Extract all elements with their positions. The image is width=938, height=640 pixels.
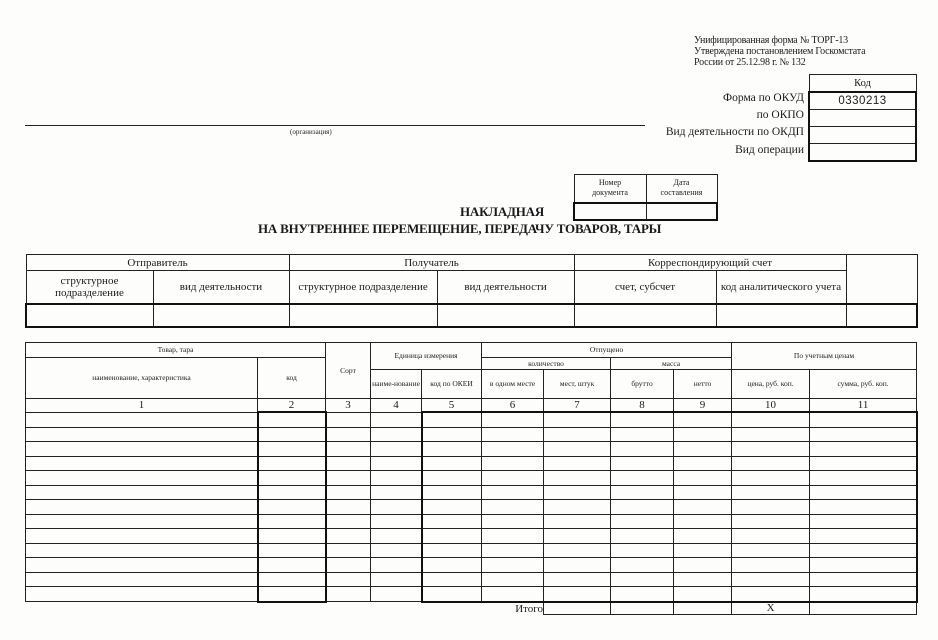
document-date-header <box>646 175 717 203</box>
qty-places-cell[interactable] <box>544 471 611 486</box>
column-numbers-row <box>26 399 917 413</box>
mass-gross-cell[interactable] <box>611 514 674 529</box>
item-code-cell[interactable] <box>258 543 326 558</box>
column-number: 1 <box>26 399 258 413</box>
table-row <box>26 471 917 486</box>
total-gross-field[interactable] <box>611 602 674 615</box>
item-name-cell[interactable] <box>26 412 258 427</box>
sum-cell[interactable] <box>810 471 917 486</box>
item-name-cell[interactable] <box>26 529 258 544</box>
qty-places-cell[interactable] <box>544 442 611 457</box>
item-name-cell[interactable] <box>26 442 258 457</box>
approval-date-text: России от 25.12.98 г. № 132 <box>694 57 806 68</box>
item-grade-cell[interactable] <box>326 500 371 515</box>
item-code-cell[interactable] <box>258 412 326 427</box>
accounting-prices-header: По учетным ценам <box>732 343 917 370</box>
item-grade-cell[interactable] <box>326 412 371 427</box>
price-cell[interactable] <box>732 456 810 471</box>
table-row <box>26 427 917 442</box>
total-net-field[interactable] <box>674 602 732 615</box>
goods-table <box>25 342 918 615</box>
unit-okei-cell[interactable] <box>422 442 482 457</box>
analytic-code-header: код аналитического учета <box>716 271 846 304</box>
document-date-field[interactable] <box>646 203 717 220</box>
qty-places-cell[interactable] <box>544 572 611 587</box>
qty-one-place-cell[interactable] <box>482 500 544 515</box>
sender-header: Отправитель <box>26 255 289 271</box>
item-name-cell[interactable] <box>26 558 258 573</box>
qty-places-cell[interactable] <box>544 456 611 471</box>
sender-activity-header: вид деятельности <box>153 271 289 304</box>
sender-division-field[interactable] <box>26 304 153 327</box>
unit-okei-cell[interactable] <box>422 514 482 529</box>
mass-net-cell[interactable] <box>674 471 732 486</box>
qty-one-place-cell[interactable] <box>482 514 544 529</box>
receiver-activity-field[interactable] <box>437 304 574 327</box>
price-cell[interactable] <box>732 572 810 587</box>
table-row <box>26 543 917 558</box>
sum-cell[interactable] <box>810 572 917 587</box>
unit-name-cell[interactable] <box>371 412 422 427</box>
net-header: нетто <box>674 370 732 399</box>
table-row <box>26 442 917 457</box>
column-number: 7 <box>544 399 611 413</box>
qty-one-place-cell[interactable] <box>482 572 544 587</box>
qty-one-place-cell[interactable] <box>482 427 544 442</box>
item-grade-cell[interactable] <box>326 529 371 544</box>
unit-okei-cell[interactable] <box>422 471 482 486</box>
sum-header: сумма, руб. коп. <box>810 370 917 399</box>
qty-one-place-cell[interactable] <box>482 587 544 602</box>
mass-net-cell[interactable] <box>674 500 732 515</box>
unit-name-cell[interactable] <box>371 500 422 515</box>
item-code-cell[interactable] <box>258 572 326 587</box>
receiver-header: Получатель <box>289 255 574 271</box>
grade-header: Сорт <box>326 343 371 399</box>
form-number-text: Унифицированная форма № ТОРГ-13 <box>694 35 848 46</box>
corr-account-header: Корреспондирующий счет <box>574 255 846 271</box>
unit-okei-cell[interactable] <box>422 456 482 471</box>
column-number: 3 <box>326 399 371 413</box>
document-subtitle: НА ВНУТРЕННЕЕ ПЕРЕМЕЩЕНИЕ, ПЕРЕДАЧУ ТОВАРОВ, ТАРЫ <box>258 221 662 236</box>
item-code-cell[interactable] <box>258 500 326 515</box>
item-name-cell[interactable] <box>26 456 258 471</box>
table-row <box>26 572 917 587</box>
price-cell[interactable] <box>732 514 810 529</box>
qty-one-place-cell[interactable] <box>482 456 544 471</box>
column-number: 4 <box>371 399 422 413</box>
qty-one-place-cell[interactable] <box>482 558 544 573</box>
item-name-cell[interactable] <box>26 471 258 486</box>
unit-okei-cell[interactable] <box>422 572 482 587</box>
price-header: цена, руб. коп. <box>732 370 810 399</box>
name-header: наименование, характеристика <box>26 358 258 399</box>
sender-receiver-table <box>25 254 918 328</box>
mass-net-cell[interactable] <box>674 427 732 442</box>
extra-header <box>846 255 917 304</box>
column-number: 8 <box>611 399 674 413</box>
unit-name-header: наиме-нование <box>371 370 422 399</box>
unit-name-cell[interactable] <box>371 587 422 602</box>
receiver-activity-header: вид деятельности <box>437 271 574 304</box>
document-title: НАКЛАДНАЯ <box>460 204 545 219</box>
okpo-label: по ОКПО <box>756 109 804 121</box>
item-grade-cell[interactable] <box>326 485 371 500</box>
qty-places-cell[interactable] <box>544 412 611 427</box>
item-grade-cell[interactable] <box>326 514 371 529</box>
table-row <box>26 558 917 573</box>
document-number-field[interactable] <box>574 203 646 220</box>
mass-gross-cell[interactable] <box>611 456 674 471</box>
unit-header: Единица измерения <box>371 343 482 370</box>
account-subaccount-field[interactable] <box>574 304 716 327</box>
document-number-header <box>574 175 646 203</box>
item-name-cell[interactable] <box>26 485 258 500</box>
item-grade-cell[interactable] <box>326 572 371 587</box>
unit-name-cell[interactable] <box>371 456 422 471</box>
sum-cell[interactable] <box>810 500 917 515</box>
item-name-cell[interactable] <box>26 543 258 558</box>
total-label: Итого <box>515 602 544 615</box>
codes-table <box>808 74 917 162</box>
sum-cell[interactable] <box>810 442 917 457</box>
item-code-cell[interactable] <box>258 558 326 573</box>
table-row <box>26 514 917 529</box>
mass-gross-cell[interactable] <box>611 529 674 544</box>
column-number: 11 <box>810 399 917 413</box>
account-subaccount-header: счет, субсчет <box>574 271 716 304</box>
goods-rows <box>26 412 917 602</box>
item-grade-cell[interactable] <box>326 558 371 573</box>
sum-cell[interactable] <box>810 514 917 529</box>
sender-activity-field[interactable] <box>153 304 289 327</box>
sum-cell[interactable] <box>810 558 917 573</box>
sender-division-header: структурное подразделение <box>26 271 153 304</box>
document-number-label: Номер <box>598 178 622 188</box>
codes-header: Код <box>809 75 916 93</box>
qty-places-cell[interactable] <box>544 427 611 442</box>
mass-net-cell[interactable] <box>674 543 732 558</box>
unit-name-cell[interactable] <box>371 442 422 457</box>
unit-name-cell[interactable] <box>371 529 422 544</box>
table-row <box>26 456 917 471</box>
qty-one-place-cell[interactable] <box>482 543 544 558</box>
item-grade-cell[interactable] <box>326 456 371 471</box>
column-number: 2 <box>258 399 326 413</box>
approval-text: Утверждена постановлением Госкомстата <box>694 46 866 57</box>
unit-name-cell[interactable] <box>371 514 422 529</box>
unit-name-cell[interactable] <box>371 558 422 573</box>
quantity-header: количество <box>482 358 611 370</box>
okdp-code-field[interactable] <box>809 127 916 144</box>
qty-one-place-cell[interactable] <box>482 442 544 457</box>
operation-type-field[interactable] <box>809 144 916 162</box>
item-name-cell[interactable] <box>26 587 258 602</box>
qty-places-cell[interactable] <box>544 543 611 558</box>
table-row <box>26 529 917 544</box>
mass-gross-cell[interactable] <box>611 543 674 558</box>
mass-gross-cell[interactable] <box>611 572 674 587</box>
price-cell[interactable] <box>732 558 810 573</box>
sum-cell[interactable] <box>810 529 917 544</box>
price-cell[interactable] <box>732 442 810 457</box>
item-code-cell[interactable] <box>258 427 326 442</box>
sum-cell[interactable] <box>810 543 917 558</box>
unit-name-cell[interactable] <box>371 485 422 500</box>
item-code-cell[interactable] <box>258 529 326 544</box>
item-grade-cell[interactable] <box>326 587 371 602</box>
item-grade-cell[interactable] <box>326 543 371 558</box>
organization-field-line[interactable] <box>25 125 645 126</box>
unit-name-cell[interactable] <box>371 427 422 442</box>
total-row <box>26 602 917 615</box>
mass-net-cell[interactable] <box>674 514 732 529</box>
price-cell[interactable] <box>732 543 810 558</box>
qty-places-cell[interactable] <box>544 514 611 529</box>
qty-one-place-cell[interactable] <box>482 412 544 427</box>
mass-net-cell[interactable] <box>674 558 732 573</box>
mass-net-cell[interactable] <box>674 442 732 457</box>
document-date-label: Дата <box>673 178 690 188</box>
mass-gross-cell[interactable] <box>611 442 674 457</box>
table-row <box>26 500 917 515</box>
column-number: 10 <box>732 399 810 413</box>
price-cell[interactable] <box>732 485 810 500</box>
qty-places-cell[interactable] <box>544 587 611 602</box>
mass-net-cell[interactable] <box>674 456 732 471</box>
qty-places-cell[interactable] <box>544 500 611 515</box>
item-code-cell[interactable] <box>258 442 326 457</box>
table-row <box>26 485 917 500</box>
receiver-division-header: структурное подразделение <box>289 271 437 304</box>
price-cell[interactable] <box>732 500 810 515</box>
unit-okei-cell[interactable] <box>422 558 482 573</box>
mass-net-cell[interactable] <box>674 587 732 602</box>
item-grade-cell[interactable] <box>326 427 371 442</box>
unit-okei-cell[interactable] <box>422 412 482 427</box>
qty-places-cell[interactable] <box>544 485 611 500</box>
in-one-place-header: в одном месте <box>482 370 544 399</box>
gross-header: брутто <box>611 370 674 399</box>
item-name-cell[interactable] <box>26 500 258 515</box>
table-row <box>26 587 917 602</box>
unit-name-cell[interactable] <box>371 471 422 486</box>
qty-one-place-cell[interactable] <box>482 529 544 544</box>
okud-label: Форма по ОКУД <box>723 92 804 104</box>
sum-cell[interactable] <box>810 587 917 602</box>
document-date-label-2: составления <box>660 188 703 198</box>
extra-field[interactable] <box>846 304 917 327</box>
price-cell[interactable] <box>732 587 810 602</box>
form-approval-note <box>694 35 865 68</box>
item-code-cell[interactable] <box>258 514 326 529</box>
goods-header: Товар, тара <box>26 343 326 358</box>
item-code-cell[interactable] <box>258 587 326 602</box>
total-sum-field[interactable] <box>810 602 917 615</box>
unit-okei-cell[interactable] <box>422 587 482 602</box>
column-number: 6 <box>482 399 544 413</box>
okud-code-field[interactable]: 0330213 <box>809 92 916 110</box>
column-number: 9 <box>674 399 732 413</box>
item-name-cell[interactable] <box>26 427 258 442</box>
unit-okei-cell[interactable] <box>422 529 482 544</box>
receiver-division-field[interactable] <box>289 304 437 327</box>
item-grade-cell[interactable] <box>326 442 371 457</box>
okdp-label: Вид деятельности по ОКДП <box>665 126 804 138</box>
mass-gross-cell[interactable] <box>611 485 674 500</box>
code-header: код <box>258 358 326 399</box>
okpo-code-field[interactable] <box>809 110 916 127</box>
document-number-label-2: документа <box>592 188 628 198</box>
mass-gross-cell[interactable] <box>611 587 674 602</box>
item-code-cell[interactable] <box>258 485 326 500</box>
mass-net-cell[interactable] <box>674 412 732 427</box>
price-cell[interactable] <box>732 471 810 486</box>
unit-okei-cell[interactable] <box>422 500 482 515</box>
table-row <box>26 412 917 427</box>
operation-type-label: Вид операции <box>735 144 804 156</box>
item-grade-cell[interactable] <box>326 471 371 486</box>
sum-cell[interactable] <box>810 427 917 442</box>
analytic-code-field[interactable] <box>716 304 846 327</box>
total-price-mark: Х <box>732 602 810 615</box>
document-number-date-table <box>573 174 718 221</box>
unit-okei-cell[interactable] <box>422 427 482 442</box>
mass-header: масса <box>611 358 732 370</box>
sum-cell[interactable] <box>810 456 917 471</box>
total-spacer <box>26 602 482 615</box>
qty-places-cell[interactable] <box>544 558 611 573</box>
item-name-cell[interactable] <box>26 514 258 529</box>
qty-one-place-cell[interactable] <box>482 471 544 486</box>
mass-gross-cell[interactable] <box>611 427 674 442</box>
mass-net-cell[interactable] <box>674 572 732 587</box>
price-cell[interactable] <box>732 529 810 544</box>
unit-okei-header: код по ОКЕИ <box>422 370 482 399</box>
unit-name-cell[interactable] <box>371 543 422 558</box>
mass-net-cell[interactable] <box>674 485 732 500</box>
sum-cell[interactable] <box>810 485 917 500</box>
qty-one-place-cell[interactable] <box>482 485 544 500</box>
item-name-cell[interactable] <box>26 572 258 587</box>
organization-caption: (организация) <box>290 128 332 136</box>
mass-gross-cell[interactable] <box>611 500 674 515</box>
price-cell[interactable] <box>732 412 810 427</box>
total-places-field[interactable] <box>544 602 611 615</box>
unit-name-cell[interactable] <box>371 572 422 587</box>
released-header: Отпущено <box>482 343 732 358</box>
column-number: 5 <box>422 399 482 413</box>
item-code-cell[interactable] <box>258 456 326 471</box>
mass-gross-cell[interactable] <box>611 412 674 427</box>
sum-cell[interactable] <box>810 412 917 427</box>
unit-okei-cell[interactable] <box>422 543 482 558</box>
item-code-cell[interactable] <box>258 471 326 486</box>
mass-gross-cell[interactable] <box>611 471 674 486</box>
places-pieces-header: мест, штук <box>544 370 611 399</box>
price-cell[interactable] <box>732 427 810 442</box>
qty-places-cell[interactable] <box>544 529 611 544</box>
mass-net-cell[interactable] <box>674 529 732 544</box>
unit-okei-cell[interactable] <box>422 485 482 500</box>
mass-gross-cell[interactable] <box>611 558 674 573</box>
